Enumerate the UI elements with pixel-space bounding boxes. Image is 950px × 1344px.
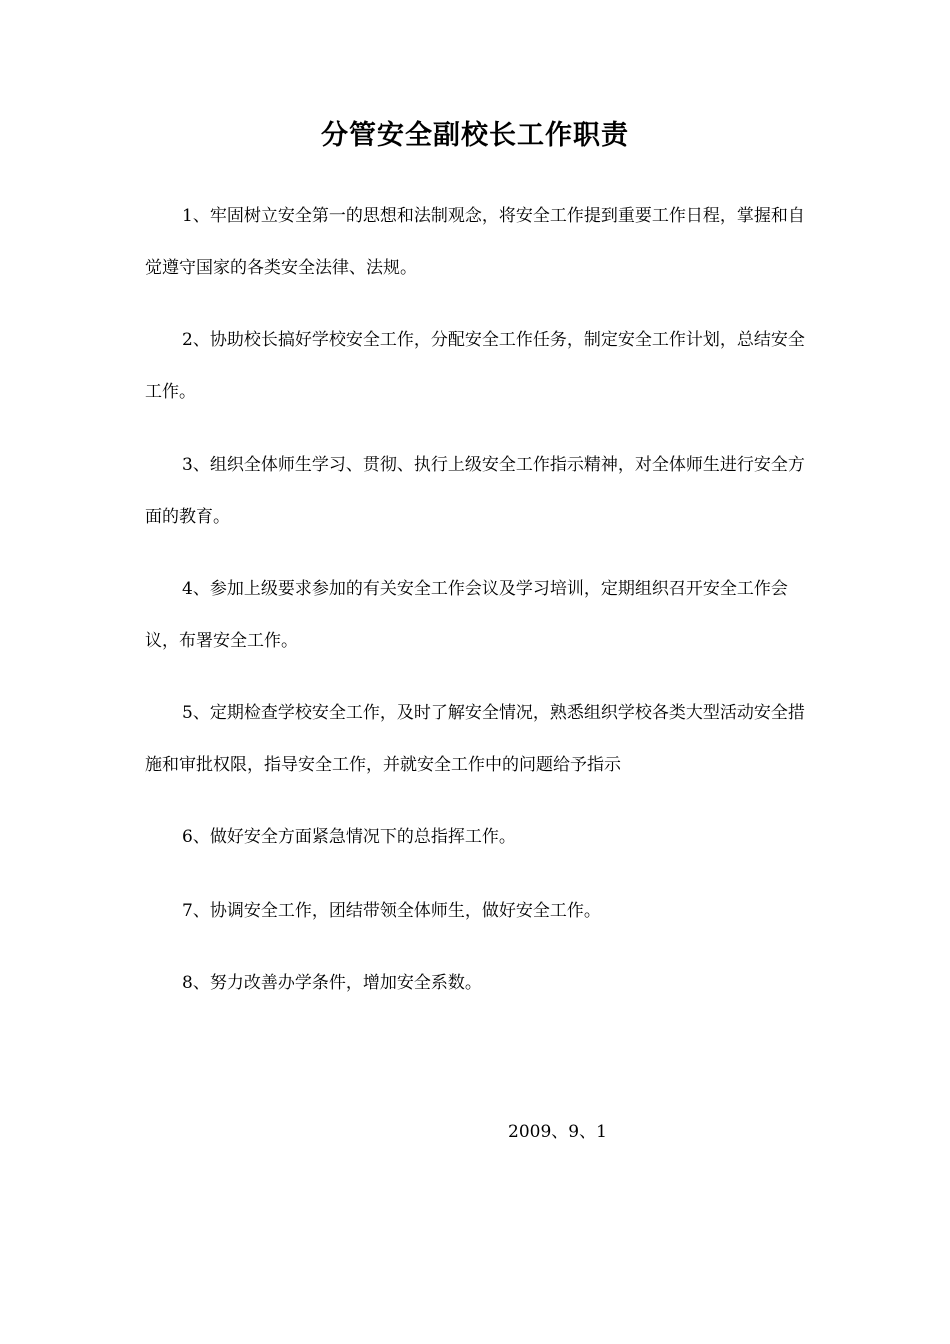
duty-item-2: 2、协助校长搞好学校安全工作，分配安全工作任务，制定安全工作计划，总结安全工作。 [145, 330, 805, 402]
document-date: 2009、9、1 [508, 1122, 607, 1142]
duty-item-1: 1、牢固树立安全第一的思想和法制观念，将安全工作提到重要工作日程，掌握和自觉遵守国家的各类安全法律、法规。 [145, 206, 805, 278]
duty-item-3: 3、组织全体师生学习、贯彻、执行上级安全工作指示精神，对全体师生进行安全方面的教育。 [145, 455, 805, 527]
duty-item-8: 8、努力改善办学条件，增加安全系数。 [182, 973, 482, 993]
document-title: 分管安全副校长工作职责 [321, 120, 629, 151]
duty-item-6: 6、做好安全方面紧急情况下的总指挥工作。 [182, 827, 516, 847]
duty-item-7: 7、协调安全工作，团结带领全体师生，做好安全工作。 [182, 901, 601, 921]
duty-item-5: 5、定期检查学校安全工作，及时了解安全情况，熟悉组织学校各类大型活动安全措施和审批权限，指导安全工作，并就安全工作中的问题给予指示 [145, 703, 805, 775]
duty-item-4: 4、参加上级要求参加的有关安全工作会议及学习培训，定期组织召开安全工作会议，布署安全工作。 [145, 579, 788, 651]
